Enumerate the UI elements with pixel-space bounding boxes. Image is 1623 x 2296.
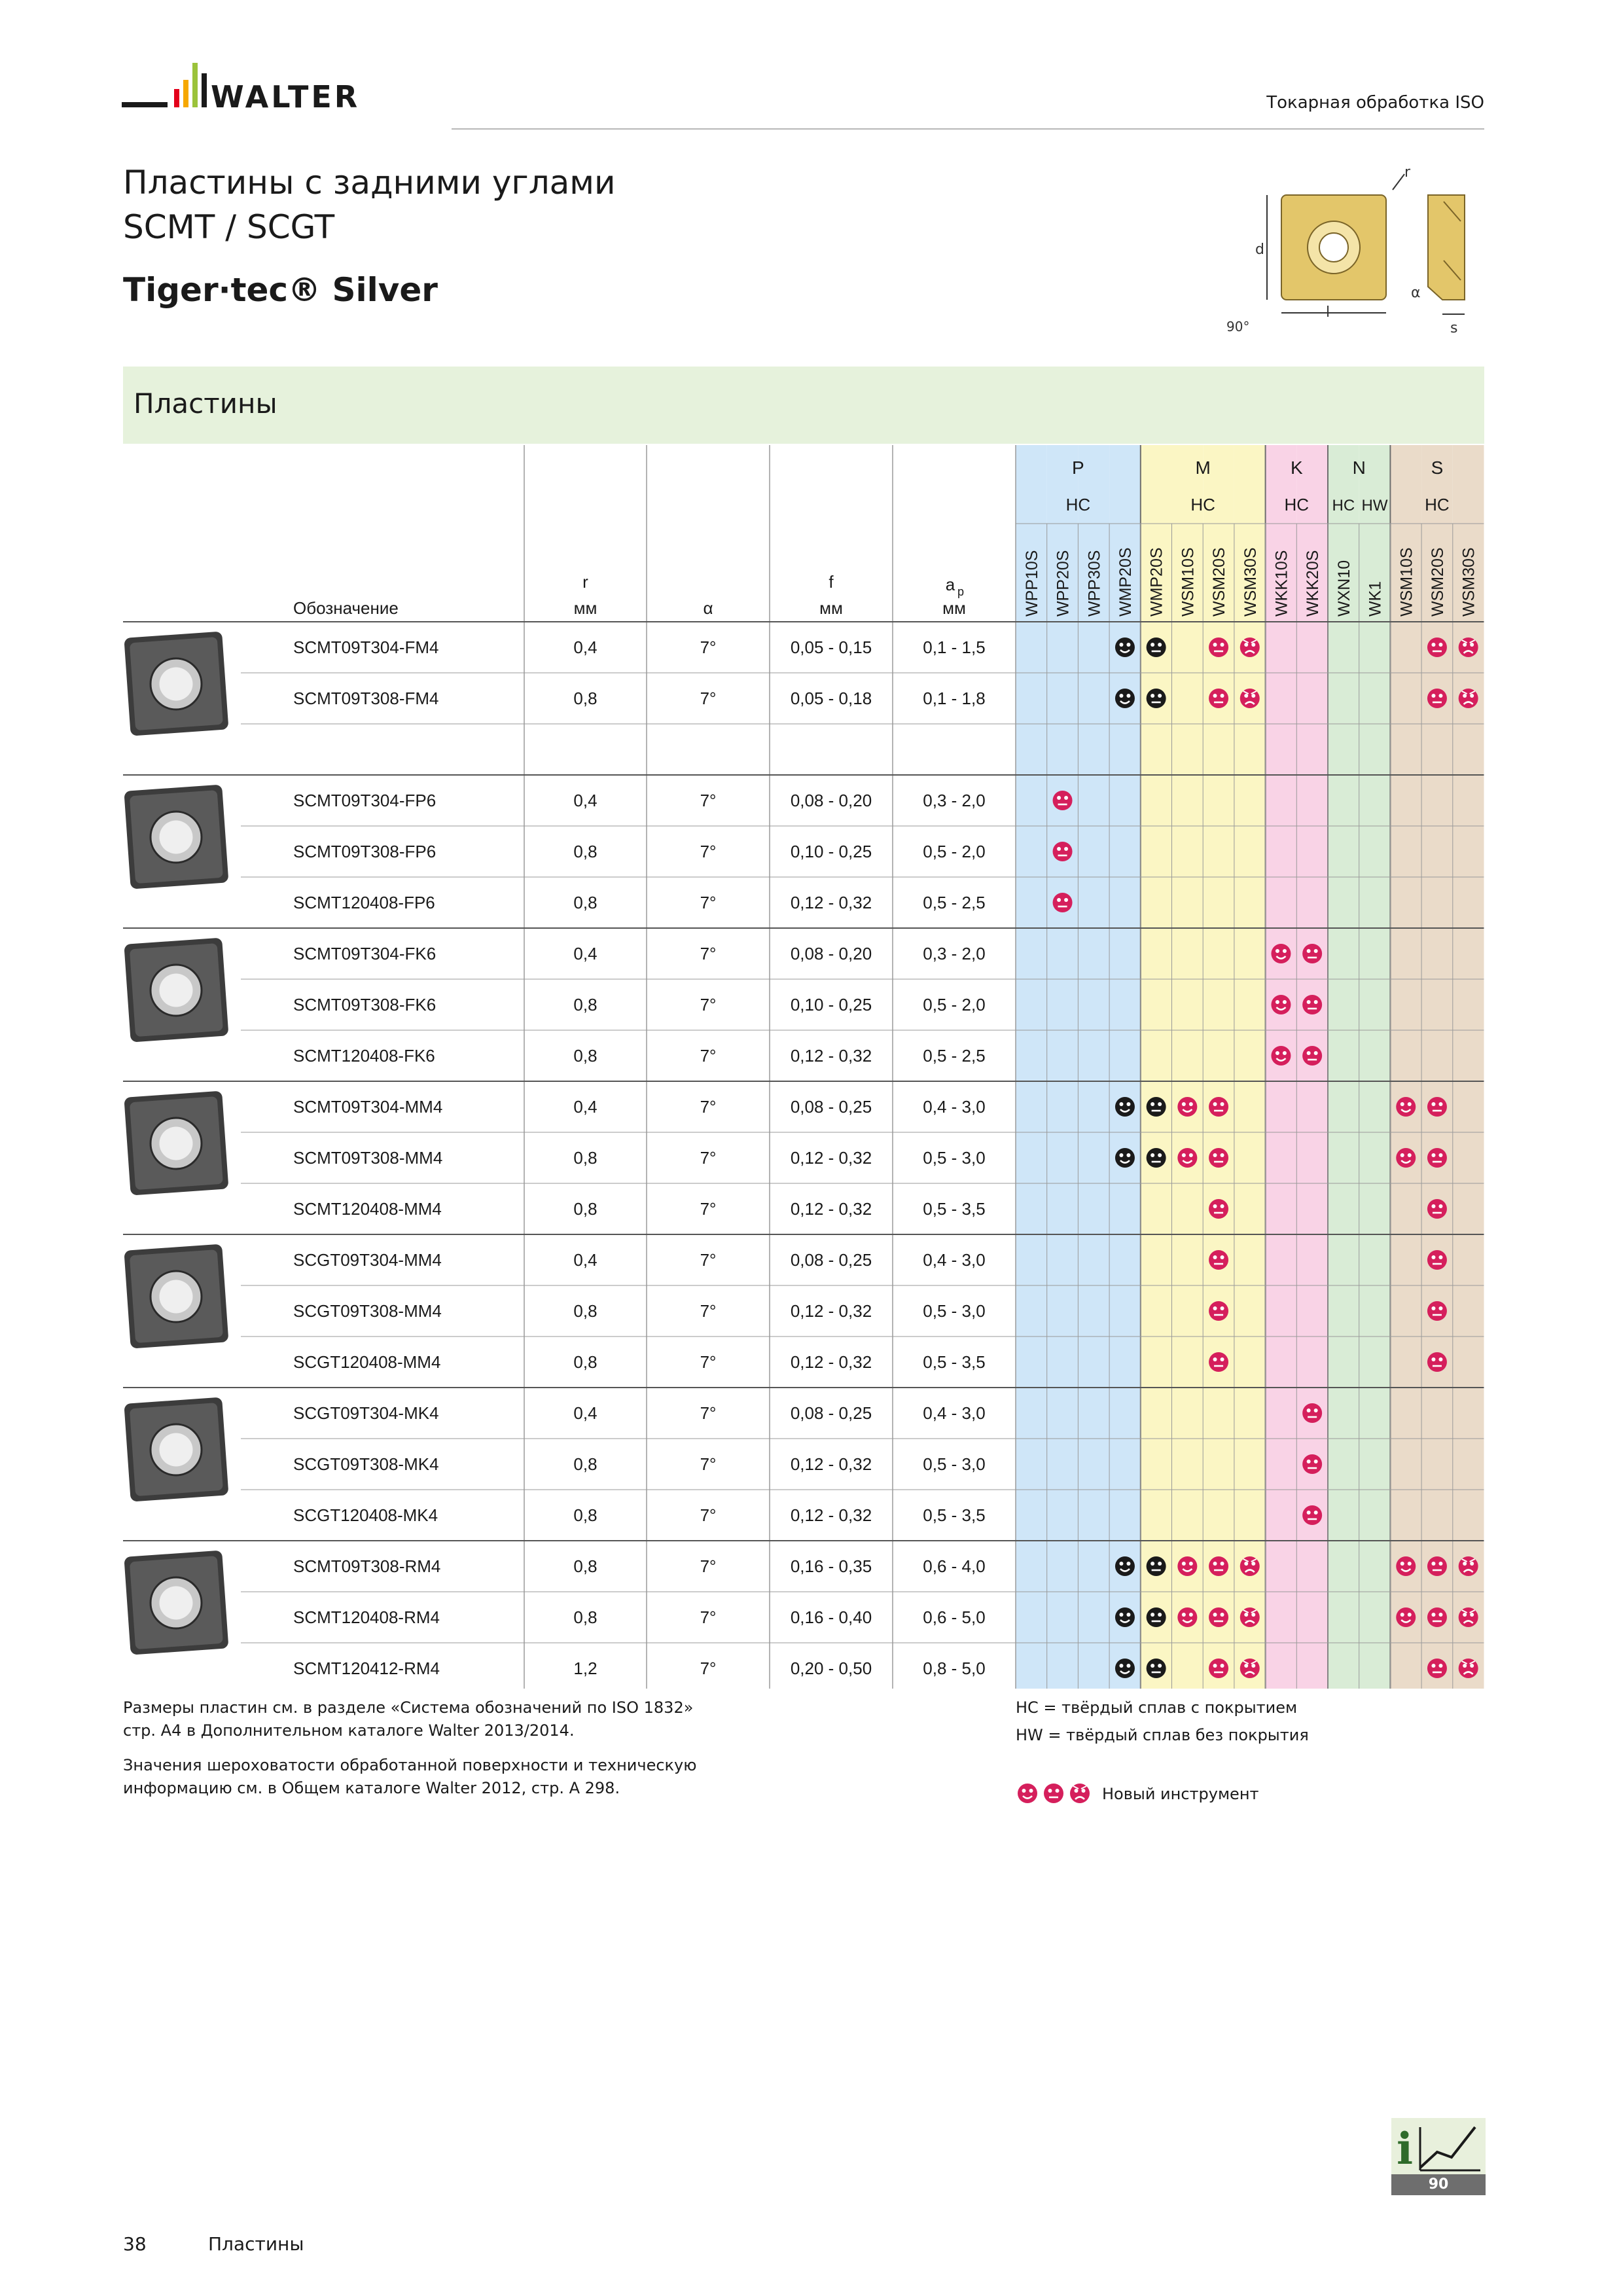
mark-red-angry-icon bbox=[1459, 1607, 1478, 1627]
cell-f: 0,12 - 0,32 bbox=[790, 1199, 872, 1219]
mark-red-angry-icon bbox=[1240, 637, 1260, 657]
grade-column-bg bbox=[1234, 445, 1266, 1689]
header-f: f bbox=[829, 572, 834, 592]
cell-f: 0,16 - 0,40 bbox=[790, 1607, 872, 1627]
cell-r: 0,4 bbox=[573, 1403, 597, 1423]
insert-photo bbox=[124, 1244, 228, 1349]
grade-column-bg bbox=[1016, 445, 1047, 1689]
cell-f: 0,12 - 0,32 bbox=[790, 1454, 872, 1474]
cell-r: 0,4 bbox=[573, 1097, 597, 1117]
page-number: 38 bbox=[123, 2233, 147, 2255]
grade-type-label: HC bbox=[1065, 495, 1091, 514]
cell-ap: 0,5 - 2,5 bbox=[923, 893, 986, 912]
grade-name-WSM10S: WSM10S bbox=[1179, 547, 1198, 617]
cell-ap: 0,8 - 5,0 bbox=[923, 1659, 986, 1678]
cell-f: 0,08 - 0,20 bbox=[790, 944, 872, 963]
cell-r: 0,8 bbox=[573, 1199, 597, 1219]
cell-alpha: 7° bbox=[700, 944, 717, 963]
grade-column-bg bbox=[1109, 445, 1141, 1689]
mark-red-smile-icon bbox=[1018, 1784, 1037, 1803]
cell-alpha: 7° bbox=[700, 893, 717, 912]
cell-alpha: 7° bbox=[700, 1097, 717, 1117]
cell-designation: SCMT09T308-FM4 bbox=[293, 689, 439, 708]
cell-alpha: 7° bbox=[700, 1403, 717, 1423]
mark-black-flat-icon bbox=[1147, 1148, 1166, 1168]
header-ap-unit: мм bbox=[942, 598, 966, 618]
footer-title: Пластины bbox=[208, 2233, 304, 2255]
mark-red-flat-icon bbox=[1209, 689, 1228, 708]
inserts-table bbox=[123, 445, 1484, 1689]
cell-r: 0,8 bbox=[573, 842, 597, 861]
material-group-N: N bbox=[1352, 457, 1366, 478]
cell-r: 0,8 bbox=[573, 1556, 597, 1576]
cell-r: 0,8 bbox=[573, 893, 597, 912]
cell-alpha: 7° bbox=[700, 842, 717, 861]
cell-f: 0,12 - 0,32 bbox=[790, 1301, 872, 1321]
label-l: l bbox=[1326, 304, 1330, 321]
cell-designation: SCMT09T304-MM4 bbox=[293, 1097, 443, 1117]
cell-f: 0,10 - 0,25 bbox=[790, 842, 872, 861]
mark-red-flat-icon bbox=[1302, 1046, 1322, 1066]
mark-red-flat-icon bbox=[1427, 1556, 1447, 1576]
grade-column-bg bbox=[1390, 445, 1421, 1689]
cell-alpha: 7° bbox=[700, 689, 717, 708]
legend-hc: HC = твёрдый сплав с покрытием bbox=[1016, 1698, 1298, 1717]
mark-black-smile-icon bbox=[1115, 637, 1135, 657]
mark-red-flat-icon bbox=[1209, 1250, 1228, 1270]
cell-ap: 0,5 - 2,0 bbox=[923, 842, 986, 861]
mark-black-smile-icon bbox=[1115, 1556, 1135, 1576]
mark-red-flat-icon bbox=[1427, 1097, 1447, 1117]
cell-designation: SCMT120412-RM4 bbox=[293, 1659, 440, 1678]
grade-type-label: HW bbox=[1361, 497, 1388, 514]
mark-red-smile-icon bbox=[1177, 1556, 1197, 1576]
cell-designation: SCMT120408-FP6 bbox=[293, 893, 435, 912]
grade-column-bg bbox=[1078, 445, 1109, 1689]
cell-designation: SCGT120408-MM4 bbox=[293, 1352, 441, 1372]
mark-red-flat-icon bbox=[1302, 1454, 1322, 1474]
cell-alpha: 7° bbox=[700, 1199, 717, 1219]
cell-f: 0,12 - 0,32 bbox=[790, 893, 872, 912]
note-surface-roughness: Значения шероховатости обработанной поверхности и техническую информацию см. в Общем каталоге Walter 2012, стр. A 298. bbox=[123, 1756, 697, 1797]
grade-name-WSM20S: WSM20S bbox=[1428, 547, 1447, 617]
grade-type-label: HC bbox=[1332, 497, 1355, 514]
cell-alpha: 7° bbox=[700, 1505, 717, 1525]
mark-black-smile-icon bbox=[1115, 1607, 1135, 1627]
mark-red-angry-icon bbox=[1459, 1659, 1478, 1678]
cell-r: 0,8 bbox=[573, 689, 597, 708]
svg-text:i: i bbox=[1397, 2123, 1414, 2174]
cell-r: 0,4 bbox=[573, 791, 597, 810]
cell-r: 0,8 bbox=[573, 995, 597, 1014]
page-title: Пластины с задними углами bbox=[123, 164, 616, 202]
grade-column-bg bbox=[1266, 445, 1297, 1689]
mark-red-flat-icon bbox=[1427, 1607, 1447, 1627]
grade-column-bg bbox=[1296, 445, 1328, 1689]
cell-designation: SCGT09T304-MM4 bbox=[293, 1250, 442, 1270]
cell-designation: SCMT120408-MM4 bbox=[293, 1199, 442, 1219]
cell-designation: SCMT09T304-FP6 bbox=[293, 791, 437, 810]
section-band bbox=[123, 367, 1484, 444]
mark-black-flat-icon bbox=[1147, 1097, 1166, 1117]
header-ap: a bbox=[945, 575, 955, 594]
mark-red-angry-icon bbox=[1459, 689, 1478, 708]
cell-designation: SCMT09T308-FP6 bbox=[293, 842, 437, 861]
grade-name-WKK10S: WKK10S bbox=[1272, 550, 1291, 617]
cell-r: 0,8 bbox=[573, 1607, 597, 1627]
cell-designation: SCMT09T304-FM4 bbox=[293, 637, 439, 657]
cell-ap: 0,5 - 3,0 bbox=[923, 1454, 986, 1474]
grade-name-WMP20S: WMP20S bbox=[1147, 547, 1166, 617]
header-r: r bbox=[582, 572, 588, 592]
mark-red-smile-icon bbox=[1177, 1148, 1197, 1168]
grade-name-WXN10: WXN10 bbox=[1334, 560, 1353, 617]
cell-f: 0,08 - 0,25 bbox=[790, 1097, 872, 1117]
cell-r: 0,4 bbox=[573, 944, 597, 963]
cell-ap: 0,4 - 3,0 bbox=[923, 1250, 986, 1270]
cell-f: 0,08 - 0,20 bbox=[790, 791, 872, 810]
grade-type-label: HC bbox=[1190, 495, 1215, 514]
label-alpha: α bbox=[1411, 285, 1421, 301]
mark-red-smile-icon bbox=[1396, 1556, 1416, 1576]
header-f-unit: мм bbox=[819, 598, 843, 618]
cell-designation: SCMT120408-RM4 bbox=[293, 1607, 440, 1627]
mark-red-angry-icon bbox=[1070, 1784, 1090, 1803]
cell-ap: 0,6 - 5,0 bbox=[923, 1607, 986, 1627]
grade-name-WSM30S: WSM30S bbox=[1241, 547, 1260, 617]
cell-ap: 0,6 - 4,0 bbox=[923, 1556, 986, 1576]
mark-red-flat-icon bbox=[1427, 1148, 1447, 1168]
grade-column-bg bbox=[1421, 445, 1453, 1689]
mark-red-smile-icon bbox=[1396, 1607, 1416, 1627]
product-line-title: Tiger·tec® Silver bbox=[123, 271, 438, 309]
mark-red-smile-icon bbox=[1271, 1046, 1291, 1066]
mark-red-flat-icon bbox=[1209, 1097, 1228, 1117]
cell-ap: 0,4 - 3,0 bbox=[923, 1097, 986, 1117]
mark-red-smile-icon bbox=[1271, 944, 1291, 963]
table-row bbox=[293, 842, 1073, 861]
cell-designation: SCMT09T308-MM4 bbox=[293, 1148, 443, 1168]
cell-r: 0,8 bbox=[573, 1301, 597, 1321]
mark-red-angry-icon bbox=[1459, 637, 1478, 657]
mark-red-flat-icon bbox=[1302, 944, 1322, 963]
mark-red-flat-icon bbox=[1302, 995, 1322, 1014]
section-title: Пластины bbox=[134, 387, 277, 420]
grade-name-WPP10S: WPP10S bbox=[1022, 550, 1041, 617]
grade-column-bg bbox=[1172, 445, 1204, 1689]
grade-name-WKK20S: WKK20S bbox=[1304, 550, 1323, 617]
grade-name-WMP20S: WMP20S bbox=[1116, 547, 1135, 617]
insert-photo bbox=[124, 632, 228, 736]
cell-alpha: 7° bbox=[700, 1454, 717, 1474]
cell-designation: SCMT09T304-FK6 bbox=[293, 944, 437, 963]
cell-r: 0,8 bbox=[573, 1148, 597, 1168]
cell-designation: SCMT120408-FK6 bbox=[293, 1046, 435, 1066]
mark-red-smile-icon bbox=[1177, 1097, 1197, 1117]
mark-red-angry-icon bbox=[1240, 1607, 1260, 1627]
cell-ap: 0,3 - 2,0 bbox=[923, 791, 986, 810]
cell-alpha: 7° bbox=[700, 995, 717, 1014]
mark-red-smile-icon bbox=[1177, 1607, 1197, 1627]
mark-black-flat-icon bbox=[1147, 637, 1166, 657]
mark-black-smile-icon bbox=[1115, 689, 1135, 708]
cell-f: 0,12 - 0,32 bbox=[790, 1505, 872, 1525]
label-r: r bbox=[1404, 164, 1411, 181]
mark-red-flat-icon bbox=[1302, 1403, 1322, 1423]
new-tool-icons bbox=[1016, 1782, 1101, 1805]
mark-red-flat-icon bbox=[1209, 1199, 1228, 1219]
cell-r: 0,8 bbox=[573, 1352, 597, 1372]
table-row bbox=[293, 791, 1073, 810]
cell-designation: SCMT09T308-FK6 bbox=[293, 995, 437, 1014]
mark-red-angry-icon bbox=[1240, 1659, 1260, 1678]
grade-type-label: HC bbox=[1284, 495, 1310, 514]
cell-ap: 0,5 - 3,0 bbox=[923, 1301, 986, 1321]
cell-designation: SCGT09T308-MM4 bbox=[293, 1301, 442, 1321]
cell-designation: SCGT09T304-MK4 bbox=[293, 1403, 439, 1423]
cell-f: 0,20 - 0,50 bbox=[790, 1659, 872, 1678]
cell-alpha: 7° bbox=[700, 791, 717, 810]
cell-alpha: 7° bbox=[700, 1607, 717, 1627]
cell-f: 0,08 - 0,25 bbox=[790, 1250, 872, 1270]
insert-photo bbox=[124, 785, 228, 889]
mark-black-flat-icon bbox=[1147, 1607, 1166, 1627]
mark-red-angry-icon bbox=[1459, 1556, 1478, 1576]
cell-r: 0,8 bbox=[573, 1046, 597, 1066]
legend-hw: HW = твёрдый сплав без покрытия bbox=[1016, 1726, 1309, 1744]
cell-ap: 0,1 - 1,5 bbox=[923, 637, 986, 657]
logo-brand-text: WALTER bbox=[211, 79, 361, 115]
label-d: d bbox=[1255, 242, 1264, 258]
mark-red-flat-icon bbox=[1053, 893, 1073, 912]
grade-name-WK1: WK1 bbox=[1366, 581, 1385, 617]
note-designation-system: Размеры пластин см. в разделе «Система обозначений по ISO 1832» стр. A4 в Дополнительном каталоге Walter 2013/2014. bbox=[123, 1698, 694, 1740]
mark-black-flat-icon bbox=[1147, 689, 1166, 708]
material-group-K: K bbox=[1290, 457, 1303, 478]
grade-name-WSM10S: WSM10S bbox=[1397, 547, 1416, 617]
cell-designation: SCGT09T308-MK4 bbox=[293, 1454, 439, 1474]
cell-f: 0,12 - 0,32 bbox=[790, 1352, 872, 1372]
cell-f: 0,10 - 0,25 bbox=[790, 995, 872, 1014]
insert-photo bbox=[124, 1091, 228, 1196]
cell-alpha: 7° bbox=[700, 1250, 717, 1270]
cell-designation: SCMT09T308-RM4 bbox=[293, 1556, 441, 1576]
cell-r: 1,2 bbox=[573, 1659, 597, 1678]
grade-column-bg bbox=[1047, 445, 1079, 1689]
table-row bbox=[293, 893, 1073, 912]
grade-name-WPP20S: WPP20S bbox=[1054, 550, 1073, 617]
grade-name-WSM30S: WSM30S bbox=[1459, 547, 1478, 617]
mark-red-flat-icon bbox=[1044, 1784, 1063, 1803]
label-s: s bbox=[1450, 320, 1458, 336]
cell-f: 0,05 - 0,15 bbox=[790, 637, 872, 657]
grade-column-bg bbox=[1359, 445, 1391, 1689]
mark-black-flat-icon bbox=[1147, 1556, 1166, 1576]
mark-red-flat-icon bbox=[1427, 1352, 1447, 1372]
cell-ap: 0,5 - 3,0 bbox=[923, 1148, 986, 1168]
mark-red-flat-icon bbox=[1427, 1199, 1447, 1219]
mark-red-flat-icon bbox=[1209, 1659, 1228, 1678]
mark-red-angry-icon bbox=[1240, 1556, 1260, 1576]
cell-ap: 0,5 - 3,5 bbox=[923, 1505, 986, 1525]
mark-red-smile-icon bbox=[1396, 1097, 1416, 1117]
grade-column-bg bbox=[1141, 445, 1172, 1689]
mark-red-flat-icon bbox=[1053, 791, 1073, 810]
insert-photo bbox=[124, 1551, 228, 1655]
grade-column-bg bbox=[1453, 445, 1484, 1689]
mark-black-flat-icon bbox=[1147, 1659, 1166, 1678]
insert-photo bbox=[124, 1397, 228, 1502]
cell-f: 0,16 - 0,35 bbox=[790, 1556, 872, 1576]
mark-red-flat-icon bbox=[1209, 1607, 1228, 1627]
cell-f: 0,05 - 0,18 bbox=[790, 689, 872, 708]
insert-side-view bbox=[1428, 195, 1465, 300]
mark-black-smile-icon bbox=[1115, 1659, 1135, 1678]
material-group-P: P bbox=[1072, 457, 1084, 478]
cell-alpha: 7° bbox=[700, 1659, 717, 1678]
cell-f: 0,12 - 0,32 bbox=[790, 1046, 872, 1066]
mark-red-angry-icon bbox=[1240, 689, 1260, 708]
cell-alpha: 7° bbox=[700, 1556, 717, 1576]
legend-new-tool: Новый инструмент bbox=[1102, 1785, 1259, 1803]
cell-f: 0,12 - 0,32 bbox=[790, 1148, 872, 1168]
mark-red-flat-icon bbox=[1053, 842, 1073, 861]
cell-f: 0,08 - 0,25 bbox=[790, 1403, 872, 1423]
cell-designation: SCGT120408-MK4 bbox=[293, 1505, 438, 1525]
mark-red-smile-icon bbox=[1271, 995, 1291, 1014]
cell-ap: 0,1 - 1,8 bbox=[923, 689, 986, 708]
mark-red-flat-icon bbox=[1427, 1659, 1447, 1678]
grade-column-bg bbox=[1203, 445, 1234, 1689]
cell-alpha: 7° bbox=[700, 637, 717, 657]
cell-alpha: 7° bbox=[700, 1352, 717, 1372]
info-page-ref: 90 bbox=[1391, 2174, 1486, 2195]
cell-alpha: 7° bbox=[700, 1148, 717, 1168]
mark-red-flat-icon bbox=[1209, 1556, 1228, 1576]
walter-logo bbox=[122, 60, 403, 119]
cell-r: 0,8 bbox=[573, 1454, 597, 1474]
insert-geometry-drawing bbox=[1221, 162, 1496, 339]
mark-red-flat-icon bbox=[1209, 1352, 1228, 1372]
header-section-title: Токарная обработка ISO bbox=[1266, 93, 1484, 113]
mark-red-flat-icon bbox=[1427, 637, 1447, 657]
mark-red-flat-icon bbox=[1209, 1148, 1228, 1168]
page-subtitle: SCMT / SCGT bbox=[123, 208, 335, 246]
cell-alpha: 7° bbox=[700, 1301, 717, 1321]
cell-ap: 0,3 - 2,0 bbox=[923, 944, 986, 963]
header-alpha: α bbox=[703, 598, 713, 618]
mark-black-smile-icon bbox=[1115, 1148, 1135, 1168]
material-group-M: M bbox=[1195, 457, 1211, 478]
cell-r: 0,4 bbox=[573, 1250, 597, 1270]
insert-top-view bbox=[1281, 195, 1386, 300]
header-ap-sub: p bbox=[957, 585, 965, 598]
header-divider bbox=[452, 128, 1484, 130]
header-r-unit: мм bbox=[573, 598, 597, 618]
cell-r: 0,4 bbox=[573, 637, 597, 657]
mark-red-flat-icon bbox=[1427, 1250, 1447, 1270]
header-designation: Обозначение bbox=[293, 598, 399, 618]
mark-red-smile-icon bbox=[1396, 1148, 1416, 1168]
cell-ap: 0,5 - 2,5 bbox=[923, 1046, 986, 1066]
label-angle: 90° bbox=[1226, 319, 1250, 334]
material-group-S: S bbox=[1431, 457, 1444, 478]
insert-photo bbox=[124, 938, 228, 1043]
cell-ap: 0,5 - 2,0 bbox=[923, 995, 986, 1014]
cell-ap: 0,4 - 3,0 bbox=[923, 1403, 986, 1423]
mark-black-smile-icon bbox=[1115, 1097, 1135, 1117]
mark-red-flat-icon bbox=[1209, 1301, 1228, 1321]
grade-type-label: HC bbox=[1425, 495, 1450, 514]
cell-alpha: 7° bbox=[700, 1046, 717, 1066]
mark-red-flat-icon bbox=[1427, 689, 1447, 708]
grade-name-WPP30S: WPP30S bbox=[1085, 550, 1104, 617]
grade-name-WSM20S: WSM20S bbox=[1210, 547, 1229, 617]
cell-ap: 0,5 - 3,5 bbox=[923, 1352, 986, 1372]
mark-red-flat-icon bbox=[1209, 637, 1228, 657]
grade-column-bg bbox=[1328, 445, 1359, 1689]
mark-red-flat-icon bbox=[1427, 1301, 1447, 1321]
cell-r: 0,8 bbox=[573, 1505, 597, 1525]
cell-ap: 0,5 - 3,5 bbox=[923, 1199, 986, 1219]
mark-red-flat-icon bbox=[1302, 1505, 1322, 1525]
